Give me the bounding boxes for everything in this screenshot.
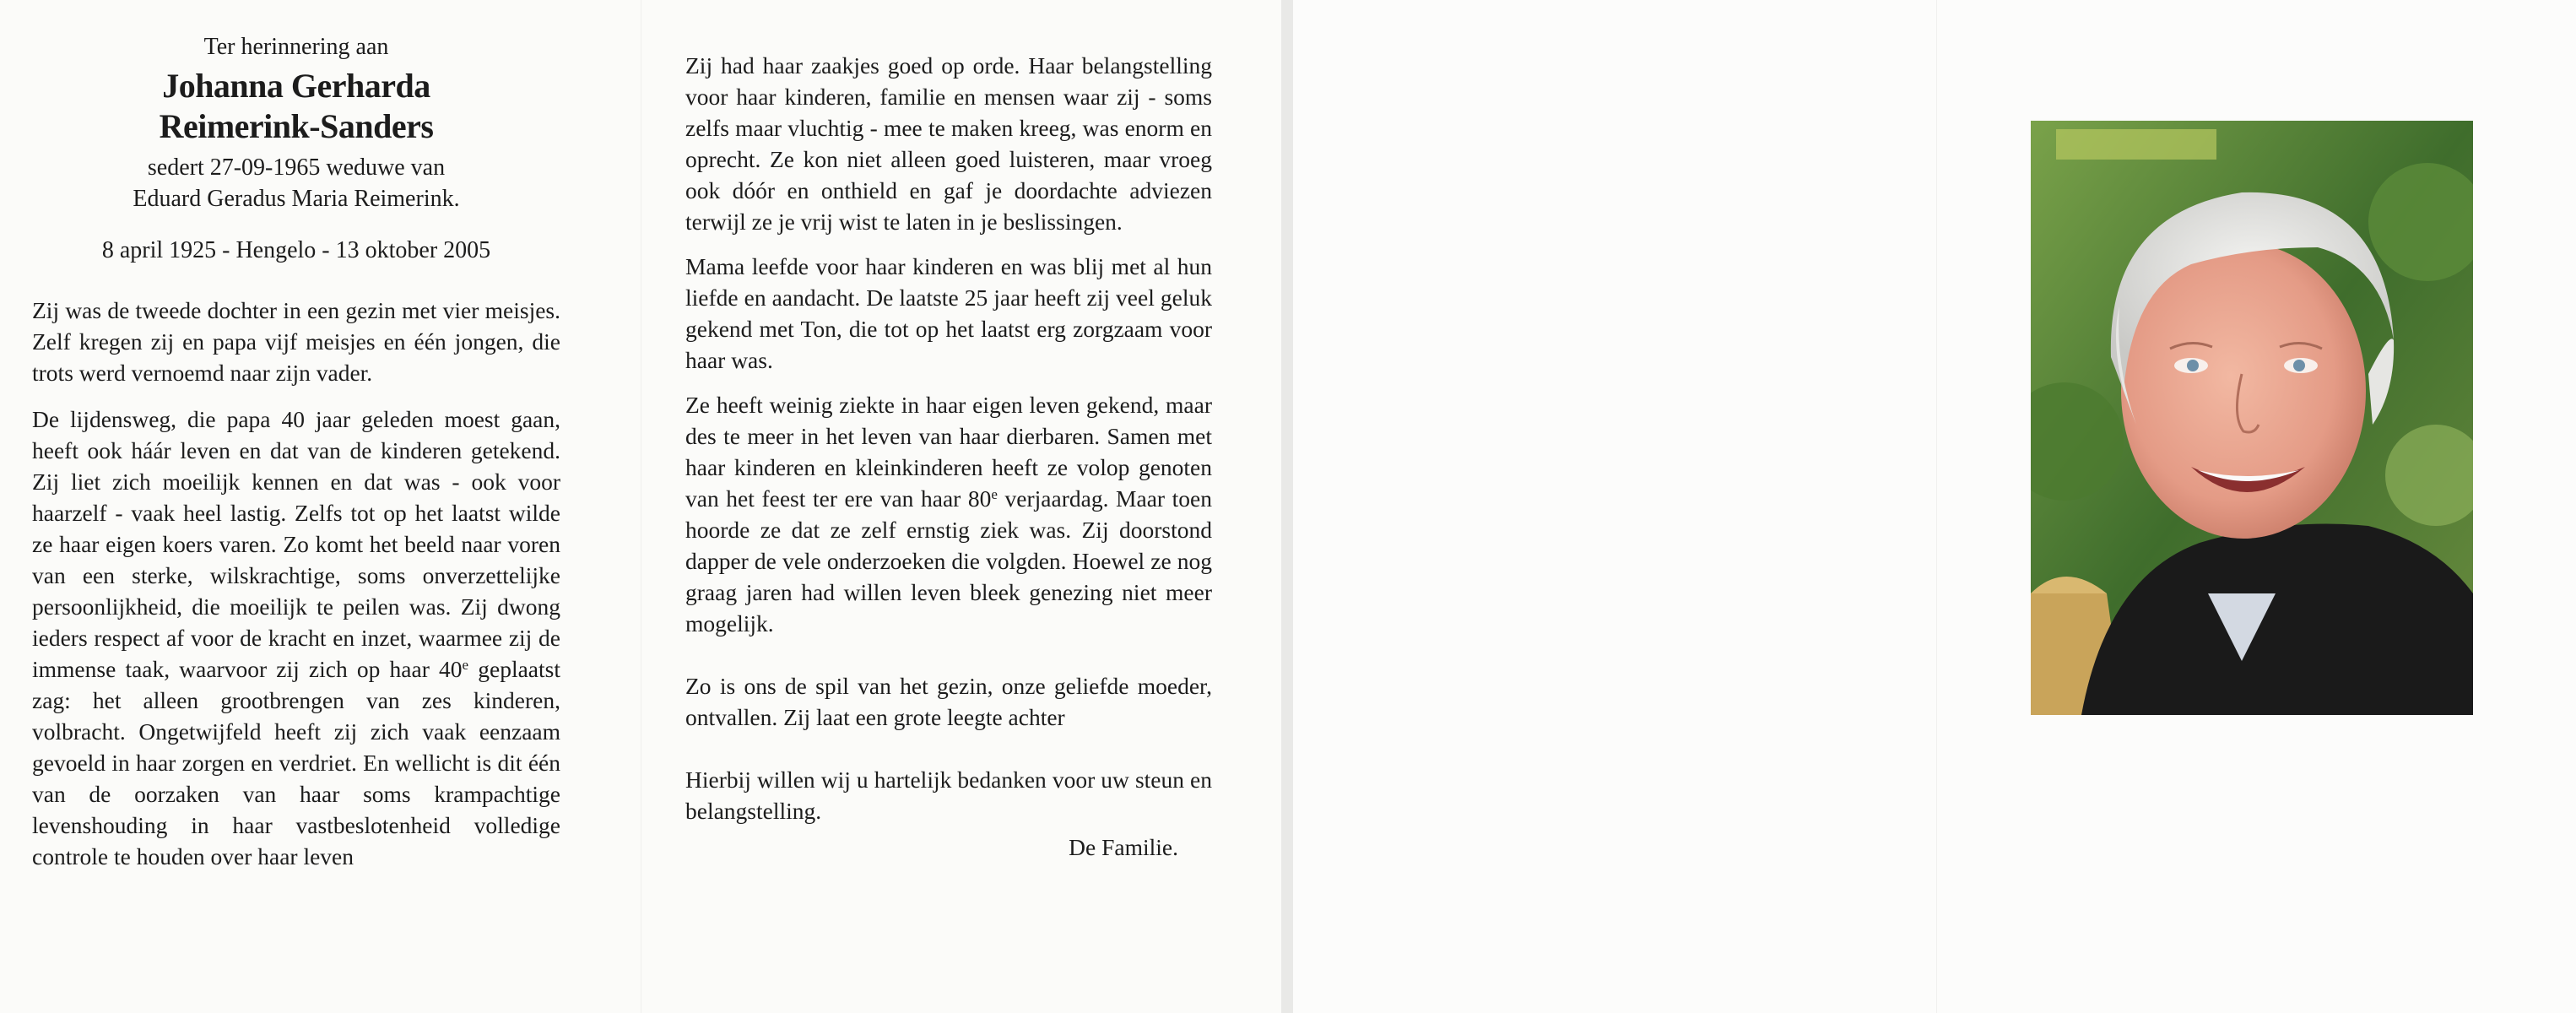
memorial-card-inside: [0, 0, 1281, 1013]
widow-line: sedert 27-09-1965 weduwe van: [147, 154, 446, 181]
paragraph: Zij was de tweede dochter in een gezin met vier meisjes. Zelf kregen zij en papa vijf meisjes en één jongen, die trots werd vernoemd naar zijn vader.: [32, 297, 560, 386]
life-dates: 8 april 1925 - Hengelo - 13 oktober 2005: [101, 237, 491, 263]
superscript: e: [462, 657, 469, 673]
deceased-name: Johanna Gerharda: [162, 67, 430, 105]
paragraph: Zij had haar zaakjes goed op orde. Haar belangstelling voor haar kinderen, familie en mensen waar zij - soms zelfs maar vluchtig - mee te maken kreeg, was enorm en oprecht. Ze kon niet alleen goed luisteren, maar vroeg ook dóór en onthield en gaf je doordachte adviezen terwijl ze je vrij wist te laten in je beslissingen.: [685, 52, 1212, 235]
deceased-surname: Reimerink-Sanders: [159, 107, 434, 145]
paragraph: [685, 389, 1212, 639]
portrait-photo: [2031, 121, 2473, 715]
paragraph-text: De lijdensweg, die papa 40 jaar geleden moest gaan, heeft ook háár leven en dat van de kinderen getekend. Zij liet zich moeilijk kennen en dat was - ook voor haarzelf - vaak heel lastig. Zelfs tot op het laatst wilde ze haar eigen koers varen. Zo komt het beeld naar voren van een sterke, wilskrachtige, soms onverzettelijke persoonlijkheid, die moeilijk te peilen was. Zij dwong ieders respect af voor de kracht en inzet, waarmee zij de immense taak, waarvoor zij zich op haar 40: [32, 406, 560, 682]
text-column-right: [685, 0, 1212, 863]
paragraph: Hierbij willen wij u hartelijk bedanken voor uw steun en belangstelling.: [685, 767, 1212, 824]
text-column-left: [32, 0, 560, 872]
card-fold: [1936, 0, 1937, 1013]
signature: De Familie.: [1069, 834, 1178, 860]
paragraph: [32, 404, 560, 872]
superscript: e: [991, 486, 998, 502]
paragraph: Zo is ons de spil van het gezin, onze geliefde moeder, ontvallen. Zij laat een grote leegte achter: [685, 673, 1212, 730]
portrait-illustration: [2031, 121, 2473, 715]
card-heading: [32, 32, 560, 266]
paragraph-text: verjaardag. Maar toen hoorde ze dat ze zelf ernstig ziek was. Zij doorstond dapper de vele onderzoeken die volgden. Hoewel ze nog graag jaren had willen leven bleek genezing niet meer mogelijk.: [685, 485, 1212, 637]
paragraph-text: Ze heeft weinig ziekte in haar eigen leven gekend, maar des te meer in het leven van haar dierbaren. Samen met haar kinderen en kleinkinderen heeft ze volop genoten van het feest ter ere van haar 80: [685, 392, 1212, 512]
paragraph-text: geplaatst zag: het alleen grootbrengen van zes kinderen, volbracht. Ongetwijfeld heeft zij zich vaak eenzaam gevoeld in haar zorgen en verdriet. En wellicht is dit één van de oorzaken van haar soms krampachtige levenshouding in haar vastbeslotenheid volledige controle te houden over haar leven: [32, 656, 560, 869]
intro-line: Ter herinnering aan: [203, 34, 389, 60]
spouse-name: Eduard Geradus Maria Reimerink.: [133, 186, 460, 212]
paragraph: Mama leefde voor haar kinderen en was blij met al hun liefde en aandacht. De laatste 25 jaar heeft zij veel geluk gekend met Ton, die tot op het laatst erg zorgzaam voor haar was.: [685, 253, 1212, 373]
